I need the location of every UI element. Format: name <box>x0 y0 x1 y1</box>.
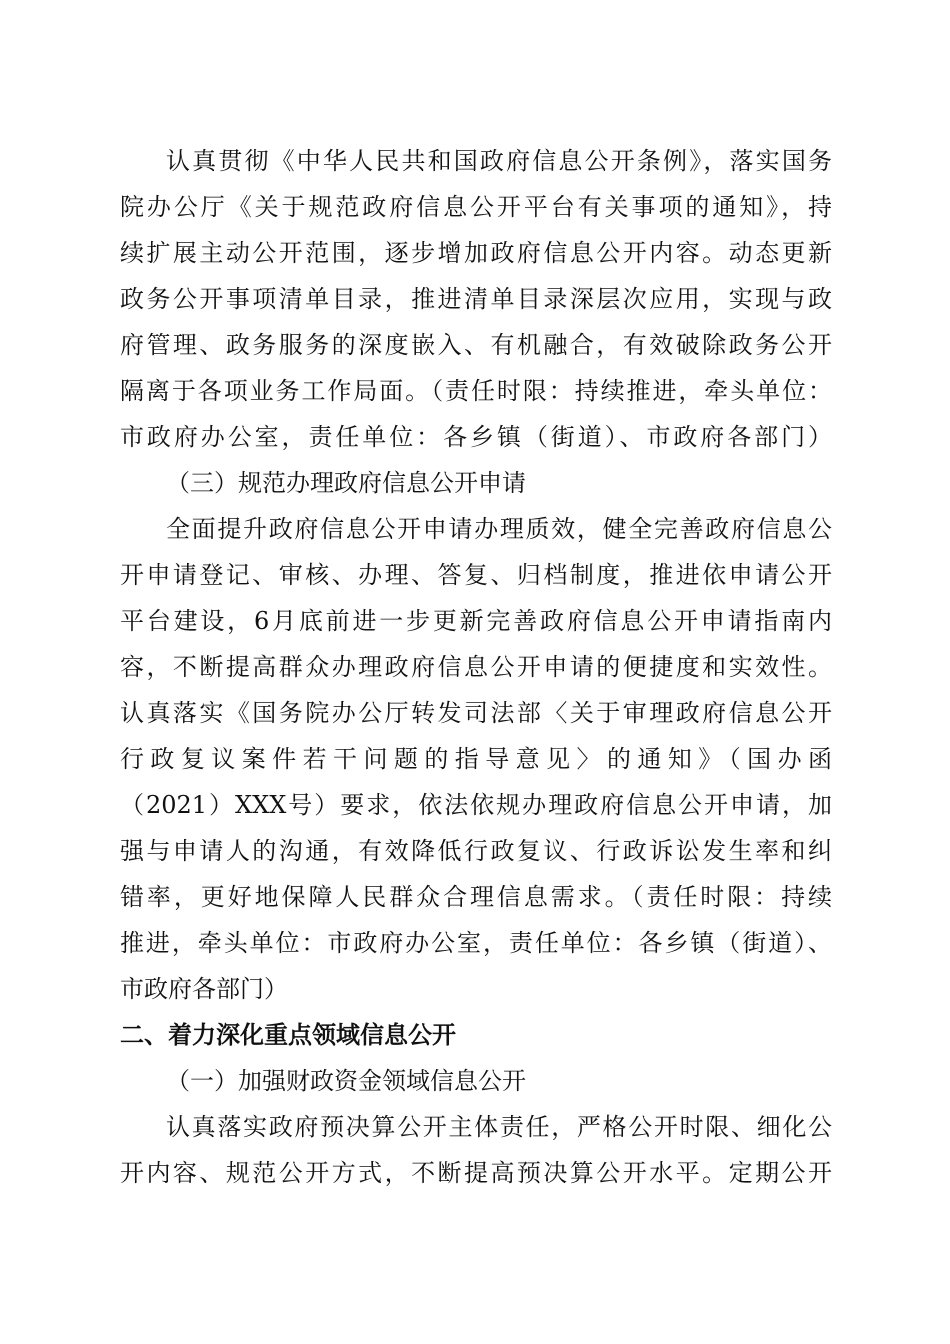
paragraph-3-line-2: 开内容、规范公开方式，不断提高预决算公开水平。定期公开 <box>120 1159 832 1187</box>
paragraph-1-line-2: 院办公厅《关于规范政府信息公开平台有关事项的通知》，持 <box>120 193 832 221</box>
paragraph-1-line-4: 政务公开事项清单目录，推进清单目录深层次应用，实现与政 <box>120 285 832 313</box>
paragraph-1-line-5: 府管理、政务服务的深度嵌入、有机融合，有效破除政务公开 <box>120 331 832 359</box>
paragraph-2-line-1: 全面提升政府信息公开申请办理质效，健全完善政府信息公 <box>166 515 832 543</box>
paragraph-2-line-3: 平台建设，6月底前进一步更新完善政府信息公开申请指南内 <box>120 607 832 635</box>
paragraph-2-line-9: 错率，更好地保障人民群众合理信息需求。（责任时限：持续 <box>120 883 832 911</box>
paragraph-2-line-10: 推进，牵头单位：市政府办公室，责任单位：各乡镇（街道）、 <box>120 929 832 957</box>
paragraph-2-line-6: 行政复议案件若干问题的指导意见〉的通知》（国办函 <box>120 745 832 773</box>
paragraph-1-line-1: 认真贯彻《中华人民共和国政府信息公开条例》，落实国务 <box>166 147 832 175</box>
paragraph-2-line-4: 容，不断提高群众办理政府信息公开申请的便捷度和实效性。 <box>120 653 832 681</box>
chapter-heading-2: 二、着力深化重点领域信息公开 <box>120 1021 456 1049</box>
section-heading-1: （一）加强财政资金领域信息公开 <box>166 1067 526 1095</box>
paragraph-1-line-3: 续扩展主动公开范围，逐步增加政府信息公开内容。动态更新 <box>120 239 832 267</box>
paragraph-2-line-11: 市政府各部门） <box>120 975 288 1003</box>
paragraph-3-line-1: 认真落实政府预决算公开主体责任，严格公开时限、细化公 <box>166 1113 832 1141</box>
paragraph-2-line-7: （2021）XXX号）要求，依法依规办理政府信息公开申请，加 <box>120 791 832 819</box>
section-heading-3: （三）规范办理政府信息公开申请 <box>166 469 526 497</box>
paragraph-1-line-6: 隔离于各项业务工作局面。（责任时限：持续推进，牵头单位： <box>120 377 832 405</box>
paragraph-2-line-5: 认真落实《国务院办公厅转发司法部〈关于审理政府信息公开 <box>120 699 832 727</box>
paragraph-1-line-7: 市政府办公室，责任单位：各乡镇（街道）、市政府各部门） <box>120 423 832 451</box>
paragraph-2-line-2: 开申请登记、审核、办理、答复、归档制度，推进依申请公开 <box>120 561 832 589</box>
paragraph-2-line-8: 强与申请人的沟通，有效降低行政复议、行政诉讼发生率和纠 <box>120 837 832 865</box>
